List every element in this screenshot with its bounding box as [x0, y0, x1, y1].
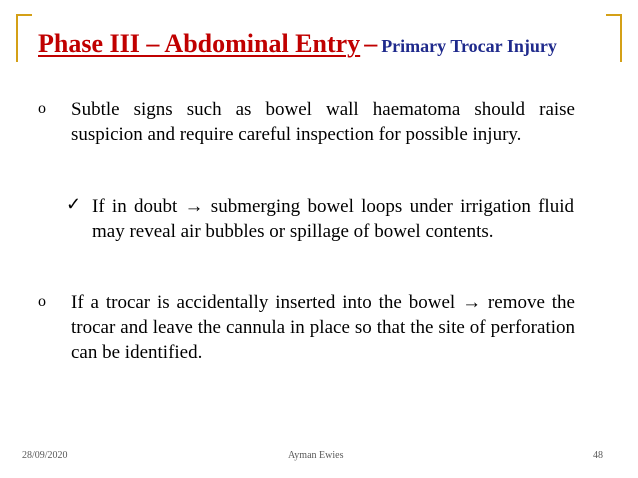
title-dash: –	[364, 29, 378, 58]
bullet-marker-3: o	[38, 293, 46, 310]
footer-date: 28/09/2020	[22, 450, 68, 461]
bullet-marker-1: o	[38, 100, 46, 117]
slide-title	[38, 29, 557, 59]
bullet-text-3	[71, 290, 575, 365]
bullet-text-2-before: If in doubt	[92, 196, 185, 217]
bullet-text-2	[92, 194, 574, 244]
arrow-right-icon: →	[462, 292, 482, 313]
bullet-text-2-after: submerging bowel loops under irrigation fluid may reveal air bubbles or spillage of bowel contents.	[92, 196, 574, 242]
footer-author: Ayman Ewies	[288, 450, 344, 461]
bullet-text-1: Subtle signs such as bowel wall haematoma should raise suspicion and require careful inspection for possible injury.	[71, 99, 575, 145]
bullet-text-3-after: remove the trocar and leave the cannula in place so that the site of perforation can be identified.	[71, 292, 575, 363]
check-icon: ✓	[66, 194, 82, 214]
frame-corner-left	[16, 14, 32, 62]
bullet-text-3-before: If a trocar is accidentally inserted into the bowel	[71, 292, 463, 313]
frame-corner-right	[606, 14, 622, 62]
title-subtitle: Primary Trocar Injury	[381, 36, 557, 56]
arrow-right-icon: →	[184, 196, 204, 217]
footer-page-number: 48	[593, 450, 603, 461]
title-main: Phase III – Abdominal Entry	[38, 29, 361, 58]
